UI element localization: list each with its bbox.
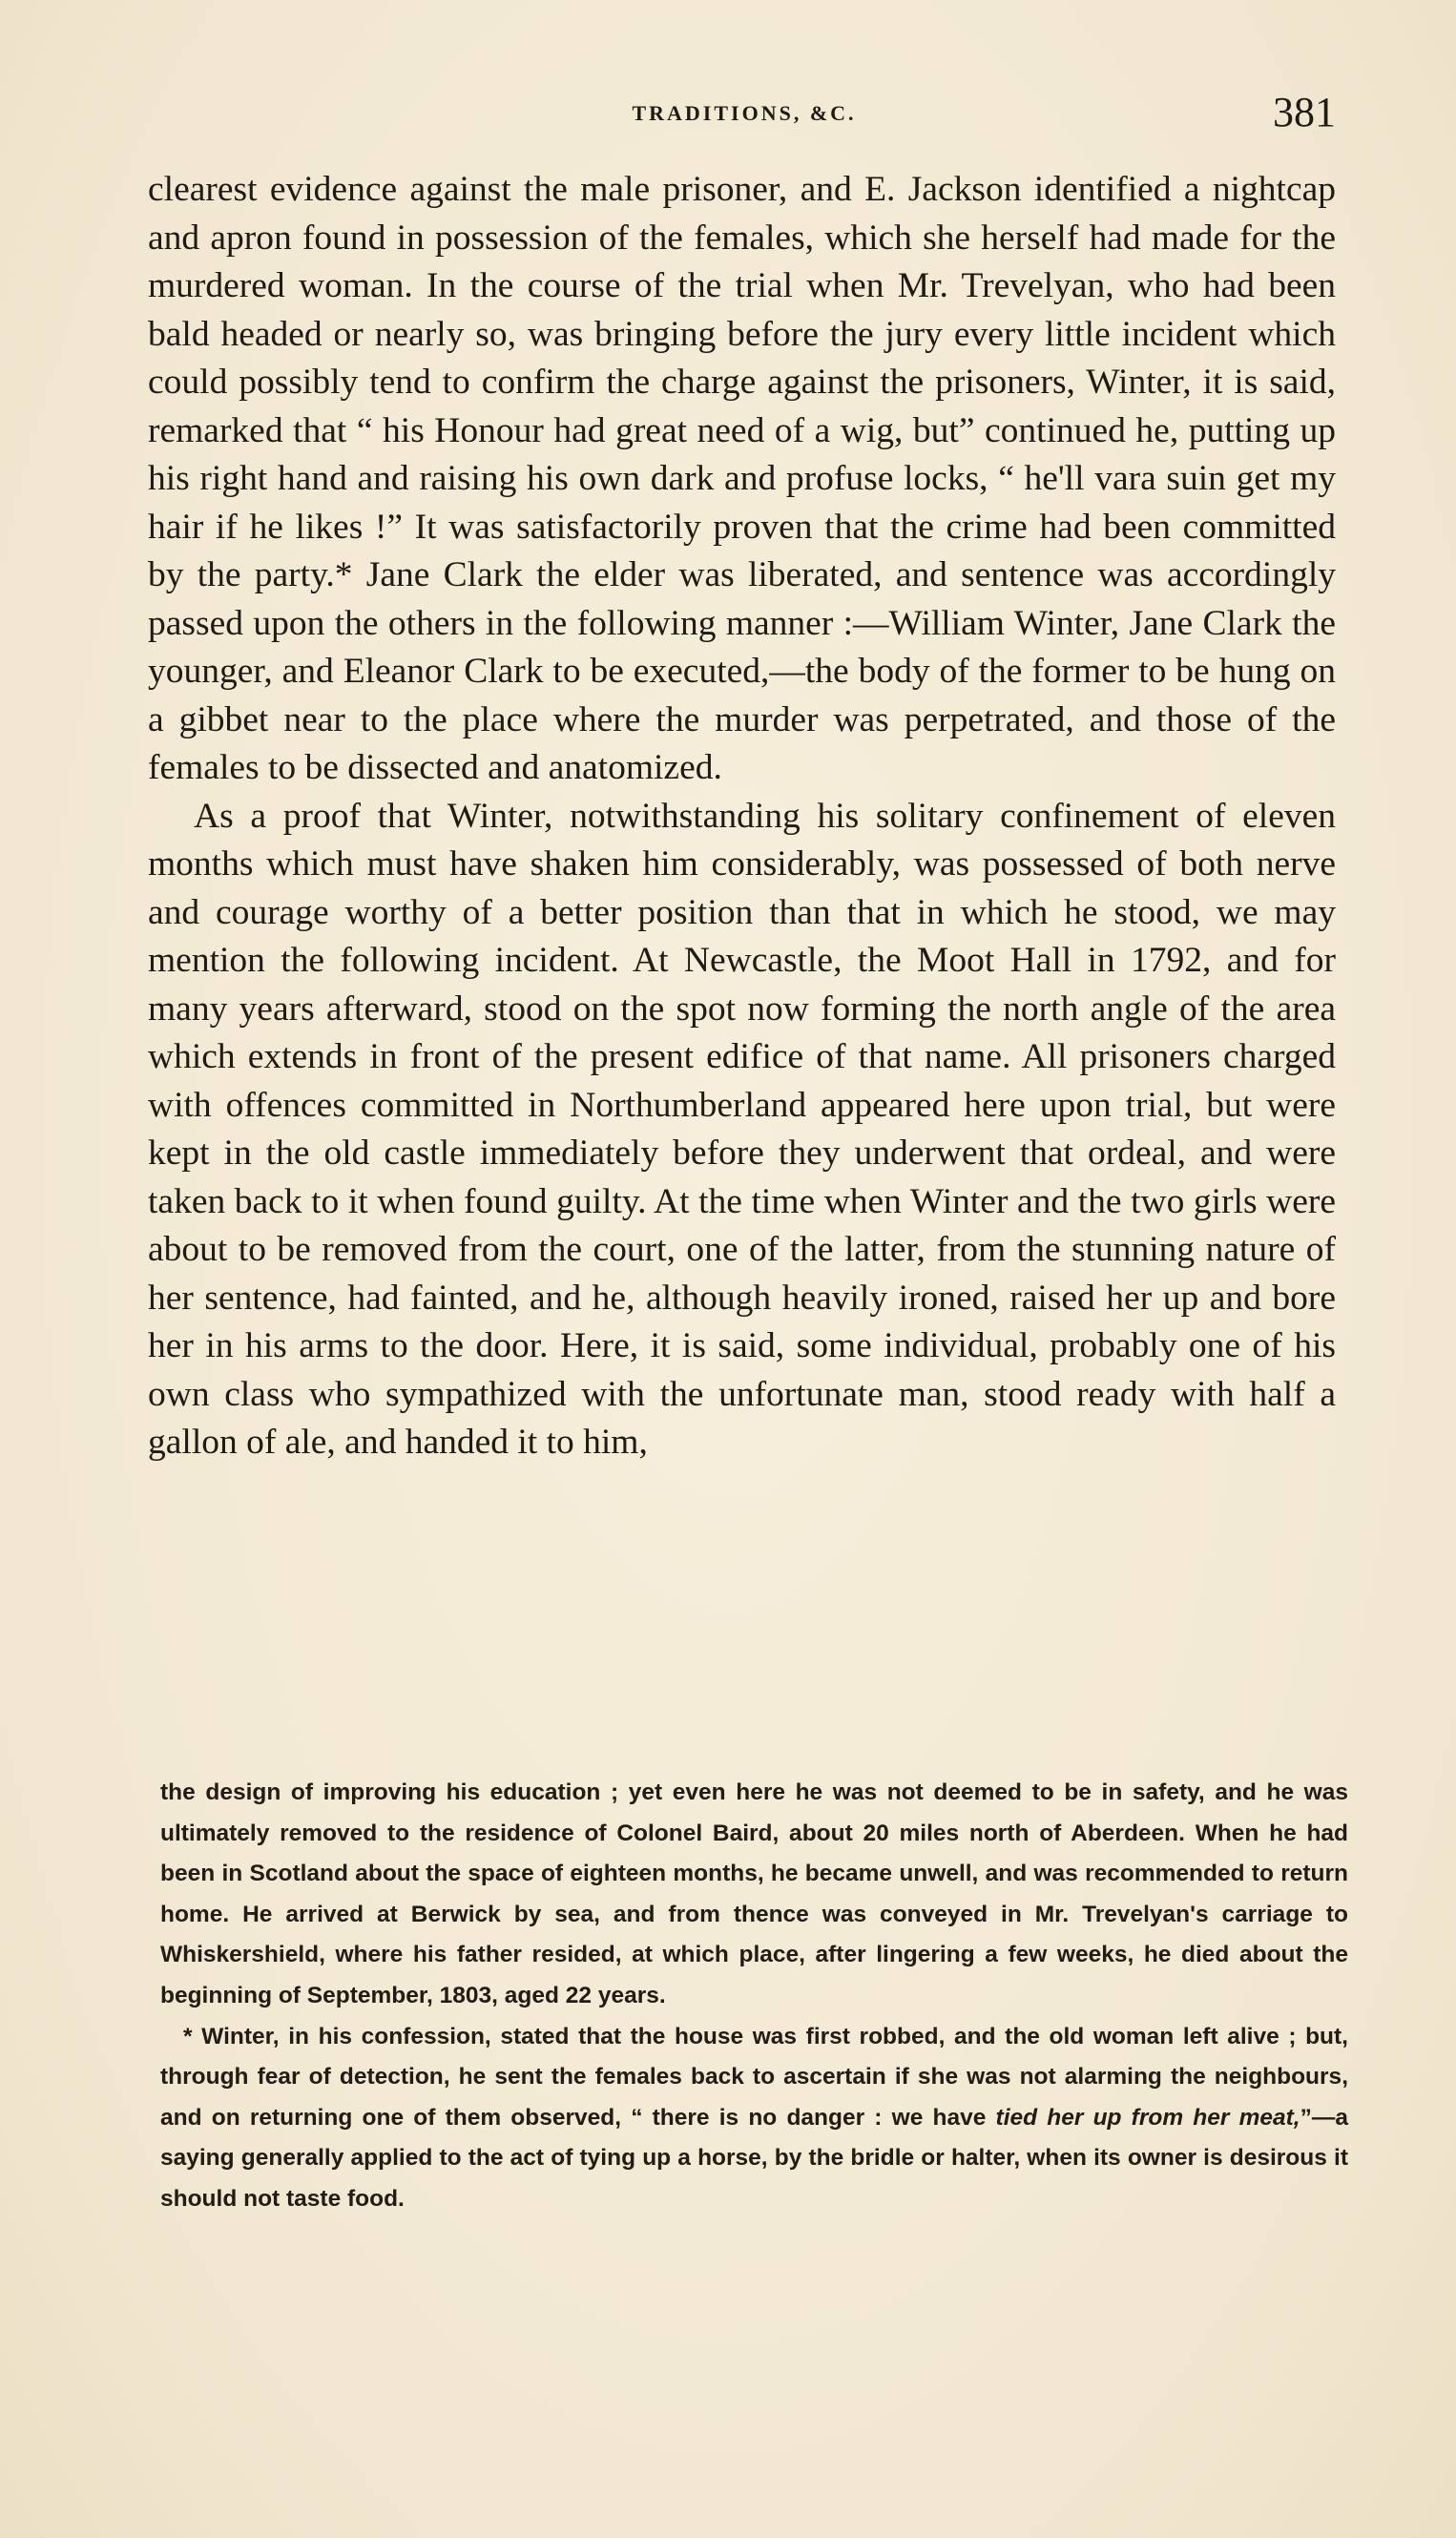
body-paragraph-2: As a proof that Winter, notwithstanding his solitary confinement of eleven months which must have shaken him considerably, was possessed of both nerve and courage worthy of a better position than that in which he stood, we may mention the following incident. At Newcastle, the Moot Hall in 1792, and for many years afterward, stood on the spot now forming the north angle of the area which extends in front of the present edifice of that name. All prisoners charged with offences committed in Northumberland appeared here upon trial, but were kept in the old castle immediately before they underwent that ordeal, and were taken back to it when found guilty. At the time when Winter and the two girls were about to be removed from the court, one of the latter, from the stunning nature of her sentence, had fainted, and he, although heavily ironed, raised her up and bore her in his arms to the door. Here, it is said, some individual, probably one of his own class who sympathized with the unfortunate man, stood ready with half a gallon of ale, and handed it to him, [148,796,1336,1462]
footnote-text-start: Winter, in his confession, stated that the house was first robbed, and the old woman left alive ; but, through fear of detection, he sent the females back to ascertain if she was not alarming the neighbours, and on returning one of them observed, “ there is no danger : we have [160,2023,1348,2131]
footnote-continued: the design of improving his education ; yet even here he was not deemed to be in safety, and he was ultimately removed to the residence of Colonel Baird, about 20 miles north of Aberdeen. When he had been in Scotland about the space of eighteen months, he became unwell, and was recommended to return home. He arrived at Berwick by sea, and from thence was conveyed in Mr. Trevelyan's carriage to Whiskershield, where his father resided, at which place, after lingering a few weeks, he died about the beginning of September, 1803, aged 22 years. [160,1779,1348,2008]
footnotes [160,1773,1348,2220]
running-title: TRADITIONS, &C. [632,101,857,125]
main-text [148,166,1336,1467]
page-number: 381 [1273,89,1336,135]
running-head [153,88,1336,135]
footnote-marker: * [183,2023,193,2049]
footnote-text-end: ”—a saying generally applied to the act of tying up a horse, by the bridle or halter, when its owner is desirous it should not taste food. [160,2104,1348,2212]
footnote-italic-phrase: tied her up from her meat, [995,2104,1300,2131]
body-paragraph-1: clearest evidence against the male prisoner, and E. Jackson identified a nightcap and apron found in possession of the females, which she herself had made for the murdered woman. In the course of the trial when Mr. Trevelyan, who had been bald headed or nearly so, was bringing before the jury every little incident which could possibly tend to confirm the charge against the prisoners, Winter, it is said, remarked that “ his Honour had great need of a wig, but” continued he, putting up his right hand and raising his own dark and profuse locks, “ he'll vara suin get my hair if he likes !” It was satisfactorily proven that the crime had been committed by the party.* Jane Clark the elder was liberated, and sentence was accordingly passed upon the others in the following manner :—William Winter, Jane Clark the younger, and Eleanor Clark to be executed,—the body of the former to be hung on a gibbet near to the place where the murder was perpetrated, and those of the females to be dissected and anatomized. [148,170,1336,787]
footnote-winter-confession [160,2017,1348,2220]
